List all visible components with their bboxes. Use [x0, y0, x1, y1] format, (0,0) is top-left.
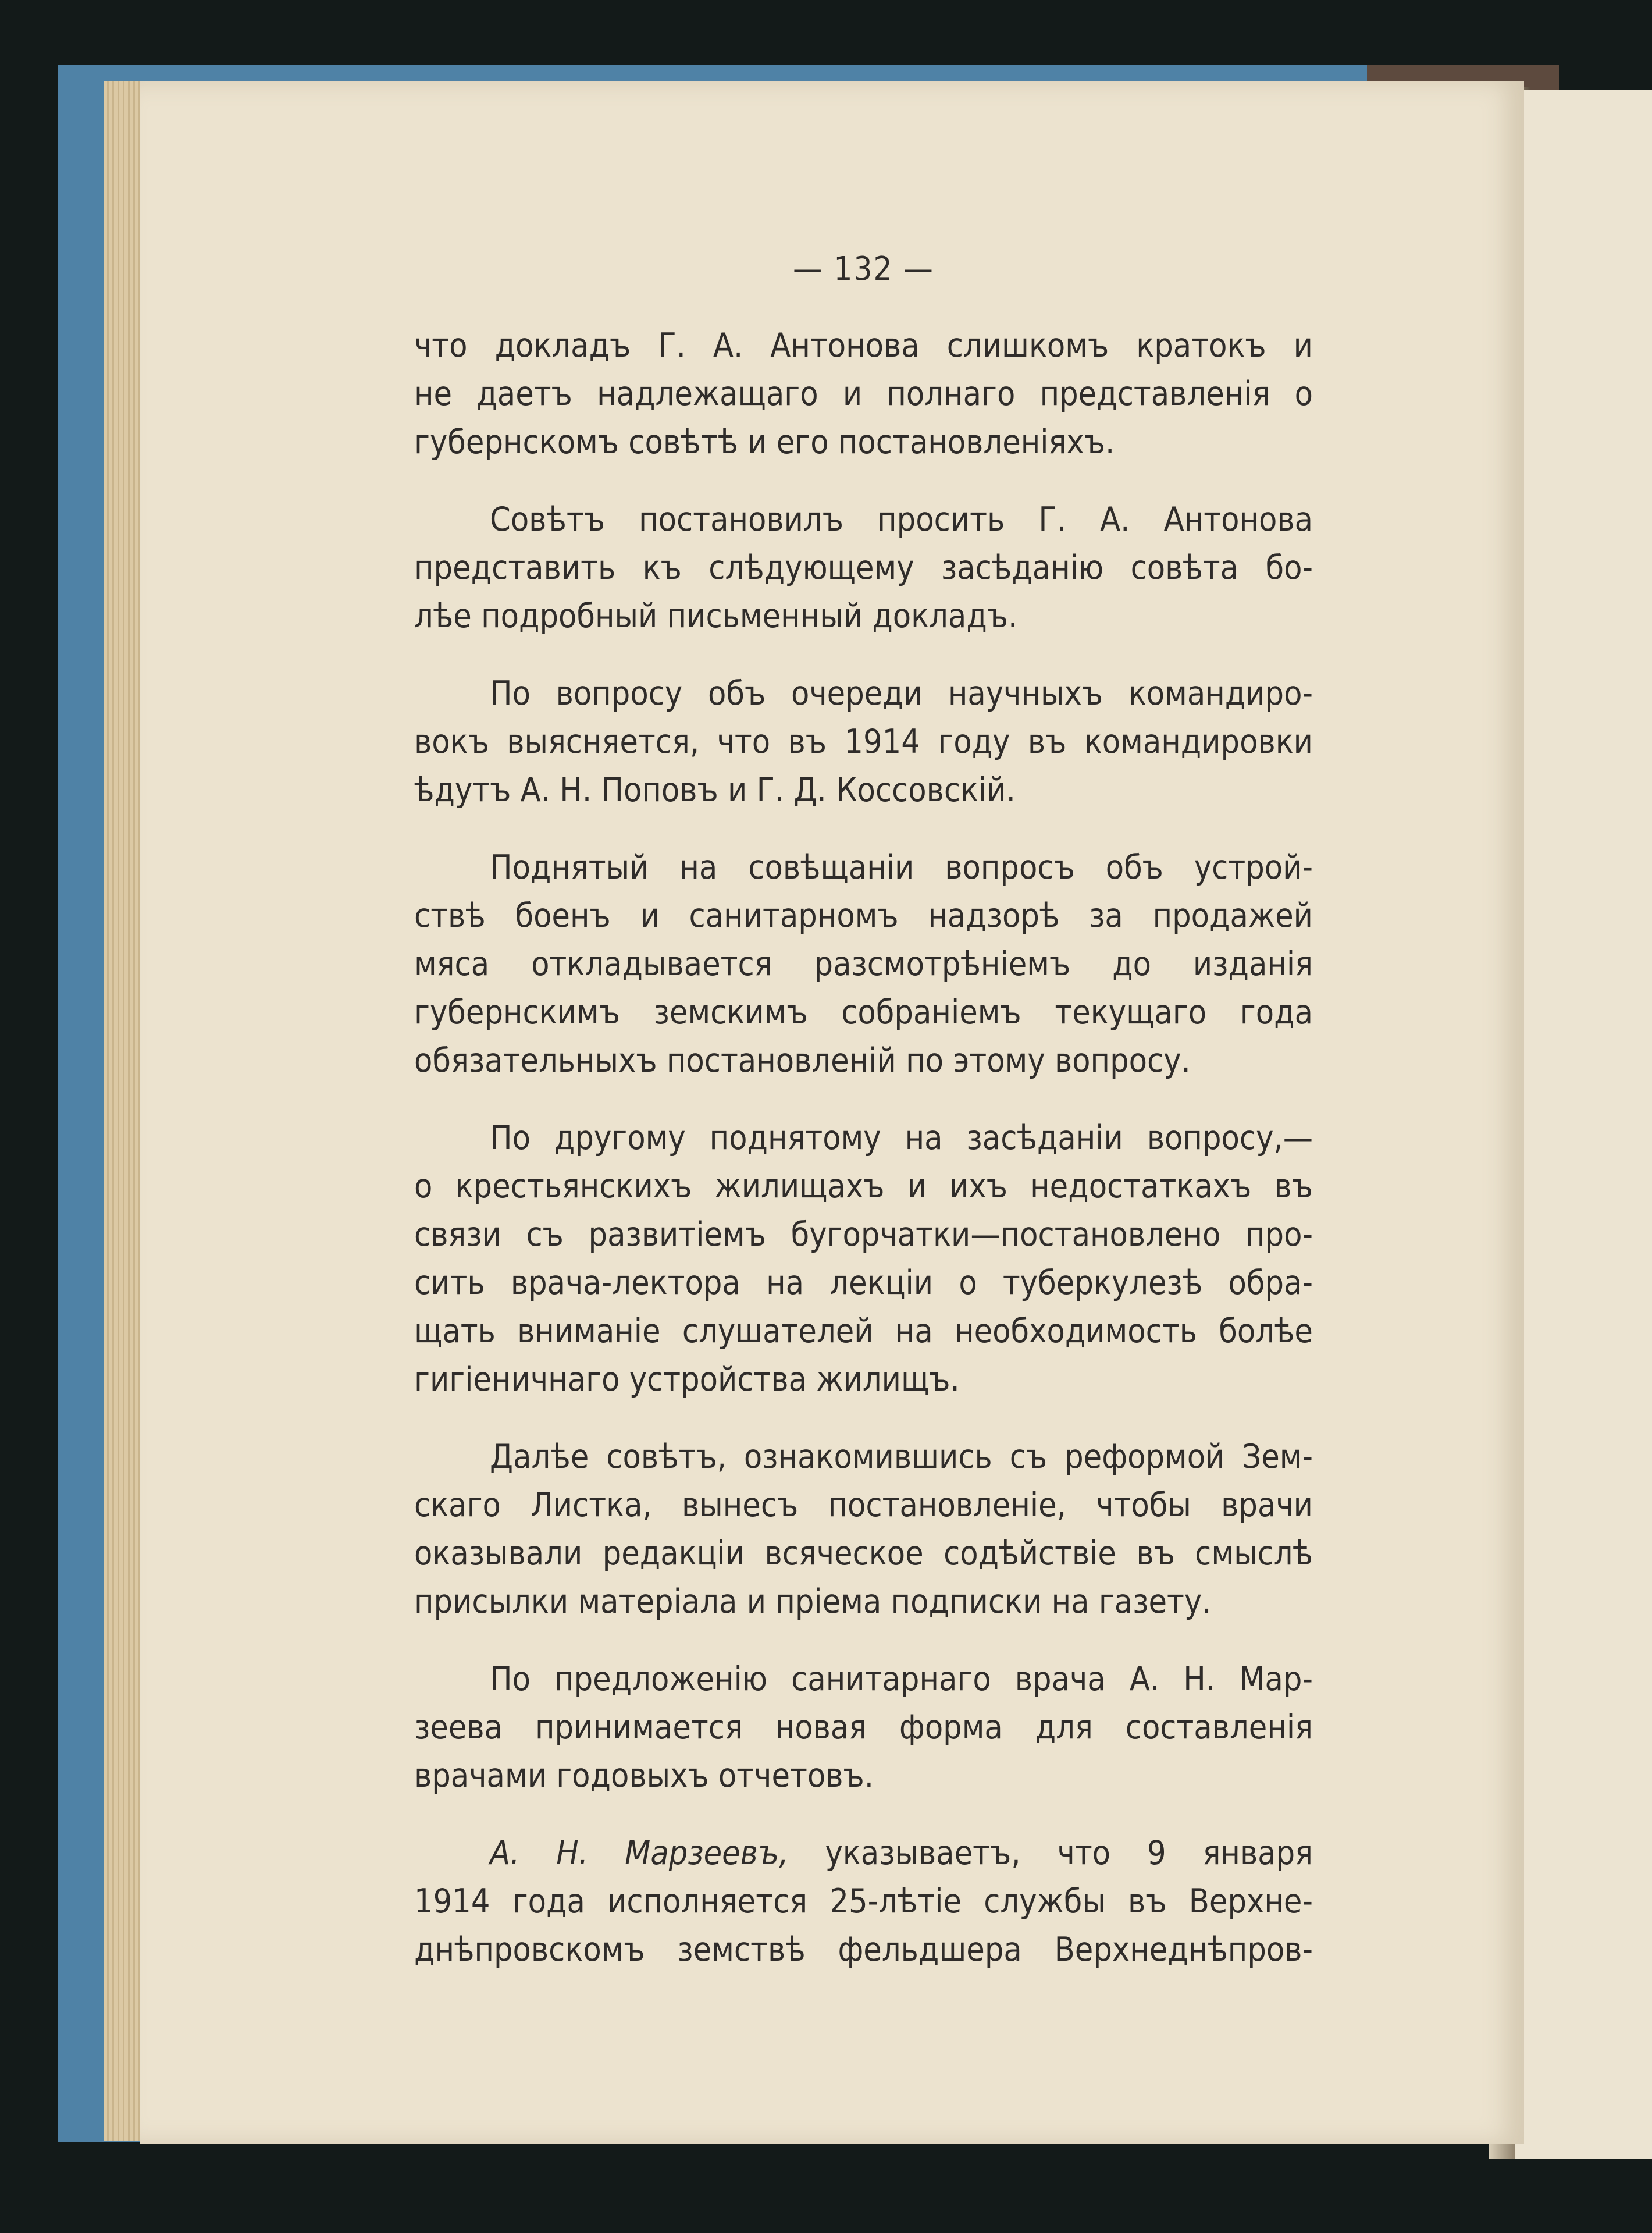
text-line: что докладъ Г. А. Антонова слишкомъ кратокъ и — [414, 326, 1313, 365]
text-line: оказывали редакціи всяческое содѣйствіе въ смыслѣ — [414, 1534, 1313, 1573]
text-line: губернскомъ совѣтѣ и его постановленіяхъ. — [414, 423, 1115, 461]
paragraph-4 — [414, 844, 1313, 1085]
text-line: не даетъ надлежащаго и полнаго представленія о — [414, 375, 1313, 413]
text-line: представить къ слѣдующему засѣданію совѣта бо- — [414, 549, 1313, 587]
text-line: мяса откладывается разсмотрѣніемъ до изданія — [414, 945, 1313, 983]
text-line: По вопросу объ очереди научныхъ командиро- — [490, 674, 1313, 713]
paragraph-1 — [414, 322, 1313, 467]
text-line: о крестьянскихъ жилищахъ и ихъ недостаткахъ въ — [414, 1167, 1313, 1206]
text-line: днѣпровскомъ земствѣ фельдшера Верхнеднѣпров- — [414, 1930, 1313, 1969]
text-line: скаго Листка, вынесъ постановленіе, чтобы врачи — [414, 1486, 1313, 1524]
page-text — [414, 250, 1313, 2003]
text-line: Совѣтъ постановилъ просить Г. А. Антонова — [490, 500, 1313, 539]
text-line: вокъ выясняется, что въ 1914 году въ командировки — [414, 723, 1313, 761]
text-line: присылки матеріала и пріема подписки на газету. — [414, 1583, 1212, 1621]
text-line: связи съ развитіемъ бугорчатки—постановлено про- — [414, 1215, 1313, 1254]
text-line: По другому поднятому на засѣданіи вопросу,— — [490, 1119, 1313, 1157]
text-line: гигіеничнаго устройства жилищъ. — [414, 1360, 960, 1399]
paragraph-2 — [414, 496, 1313, 641]
text-line — [414, 1829, 1313, 1878]
page-number: — 132 — — [793, 250, 934, 288]
text-line: обязательныхъ постановленій по этому вопросу. — [414, 1041, 1191, 1080]
author-name: А. Н. Марзеевъ, — [490, 1834, 789, 1872]
text-line: щать вниманіе слушателей на необходимость болѣе — [414, 1312, 1313, 1350]
text-line: врачами годовыхъ отчетовъ. — [414, 1756, 874, 1795]
text-line: Поднятый на совѣщаніи вопросъ объ устрой- — [490, 848, 1313, 887]
text-line: Далѣе совѣтъ, ознакомившись съ реформой Зем- — [490, 1438, 1313, 1476]
right-page — [1515, 90, 1652, 2159]
text-line: ствѣ боенъ и санитарномъ надзорѣ за продажей — [414, 897, 1313, 935]
text-line: По предложенію санитарнаго врача А. Н. Мар- — [490, 1660, 1313, 1698]
text-line: ѣдутъ А. Н. Поповъ и Г. Д. Коссовскій. — [414, 771, 1016, 809]
text-fragment: указываетъ, что 9 января — [825, 1834, 1313, 1872]
paragraph-8 — [414, 1829, 1313, 1974]
paragraph-5 — [414, 1114, 1313, 1404]
text-line: зеева принимается новая форма для составленія — [414, 1708, 1313, 1747]
paragraph-7 — [414, 1655, 1313, 1800]
paragraph-3 — [414, 670, 1313, 815]
text-line: 1914 года исполняется 25-лѣтіе службы въ Верхне- — [414, 1882, 1313, 1921]
text-line: губернскимъ земскимъ собраніемъ текущаго года — [414, 993, 1313, 1032]
text-line: лѣе подробный письменный докладъ. — [414, 597, 1018, 635]
paragraph-6 — [414, 1433, 1313, 1626]
text-line: сить врача-лектора на лекціи о туберкулезѣ обра- — [414, 1264, 1313, 1302]
